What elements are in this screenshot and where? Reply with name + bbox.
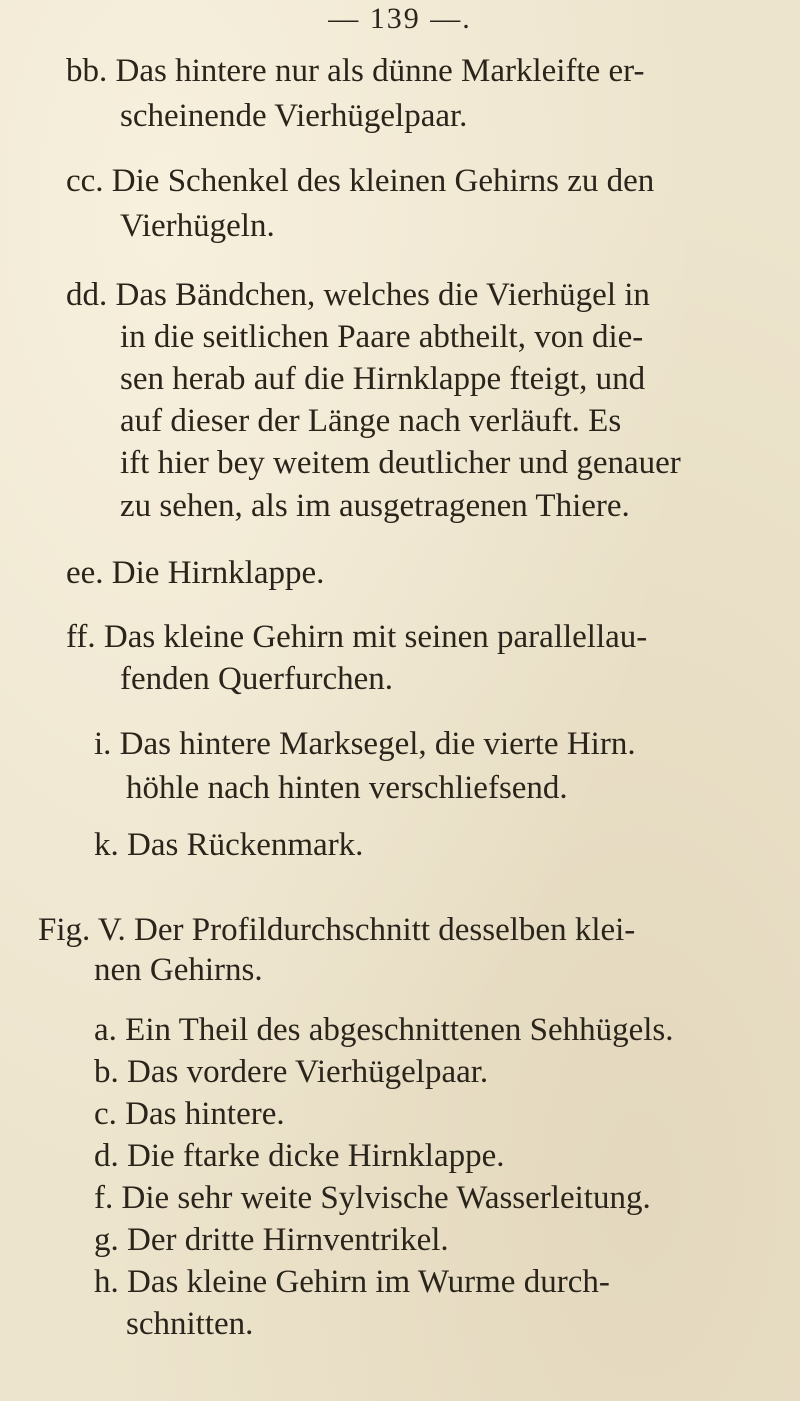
entry-dd-line-3: sen herab auf die Hirnklappe fteigt, und [120, 361, 646, 397]
entry-dd-line-4: auf dieser der Länge nach verläuft. Es [120, 403, 622, 439]
figure-label: Fig. V. [38, 912, 126, 948]
figure-entry-g-line-1 [94, 1220, 449, 1260]
entry-ee-line-1 [66, 553, 324, 593]
figure-entry-h-text-1: Das kleine Gehirn im Wurme durch- [127, 1264, 610, 1300]
figure-entry-d-line-1 [94, 1136, 505, 1176]
figure-entry-a-line-1 [94, 1010, 674, 1050]
figure-entry-f-label: f. [94, 1180, 114, 1216]
page-number: — 139 —. [328, 2, 472, 35]
entry-cc-text-1: Die Schenkel des kleinen Gehirns zu den [111, 163, 655, 199]
entry-i-line-2: höhle nach hinten verschliefsend. [126, 770, 568, 806]
figure-entry-b-text: Das vordere Vierhügelpaar. [127, 1054, 489, 1090]
entry-ff-text-1: Das kleine Gehirn mit seinen parallellau- [103, 619, 648, 655]
figure-heading-line-2: nen Gehirns. [94, 952, 263, 988]
entry-k-text-1: Das Rückenmark. [127, 827, 364, 863]
figure-entry-b-label: b. [94, 1054, 119, 1090]
figure-entry-b-line-1 [94, 1052, 488, 1092]
entry-dd-line-5: ift hier bey weitem deutlicher und genauer [120, 445, 681, 481]
entry-cc-label: cc. [66, 163, 104, 199]
entry-dd-line-2: in die seitlichen Paare abtheilt, von die- [120, 319, 644, 355]
entry-ff-label: ff. [66, 619, 96, 655]
figure-entry-c-line-1 [94, 1094, 285, 1134]
entry-ff-line-2: fenden Querfurchen. [120, 661, 394, 697]
figure-entry-c-label: c. [94, 1096, 117, 1132]
entry-k-label: k. [94, 827, 119, 863]
entry-cc-line-2: Vierhügeln. [120, 208, 275, 244]
figure-entry-f-text: Die sehr weite Sylvische Wasserleitung. [121, 1180, 651, 1216]
entry-dd-line-1 [66, 275, 650, 315]
figure-entry-a-text: Ein Theil des abgeschnittenen Sehhügels. [125, 1012, 674, 1048]
figure-heading-line-1 [38, 910, 635, 950]
figure-entry-c-text: Das hintere. [125, 1096, 285, 1132]
figure-heading-text-1: Der Profildurchschnitt desselben klei- [134, 912, 636, 948]
entry-bb-label: bb. [66, 53, 108, 89]
entry-dd-line-6: zu sehen, als im ausgetragenen Thiere. [120, 488, 630, 524]
entry-bb-line-1 [66, 51, 644, 91]
figure-entry-g-text: Der dritte Hirnventrikel. [127, 1222, 449, 1258]
entry-i-line-1 [94, 724, 636, 764]
entry-bb-text-1: Das hintere nur als dünne Markleifte er- [115, 53, 645, 89]
figure-entry-h-label: h. [94, 1264, 119, 1300]
entry-dd-label: dd. [66, 277, 108, 313]
entry-ee-label: ee. [66, 555, 104, 591]
figure-entry-h-line-1 [94, 1262, 610, 1302]
figure-entry-f-line-1 [94, 1178, 651, 1218]
entry-i-label: i. [94, 726, 112, 762]
entry-cc-line-1 [66, 161, 654, 201]
entry-i-text-1: Das hintere Marksegel, die vierte Hirn. [119, 726, 636, 762]
figure-entry-g-label: g. [94, 1222, 119, 1258]
figure-entry-a-label: a. [94, 1012, 117, 1048]
entry-dd-text-1: Das Bändchen, welches die Vierhügel in [115, 277, 650, 313]
figure-entry-d-label: d. [94, 1138, 119, 1174]
entry-ee-text-1: Die Hirnklappe. [111, 555, 325, 591]
figure-entry-d-text: Die ftarke dicke Hirnklappe. [127, 1138, 505, 1174]
entry-bb-line-2: scheinende Vierhügelpaar. [120, 98, 468, 134]
figure-entry-h-line-2: schnitten. [126, 1306, 254, 1342]
entry-k-line-1 [94, 825, 363, 865]
entry-ff-line-1 [66, 617, 647, 657]
